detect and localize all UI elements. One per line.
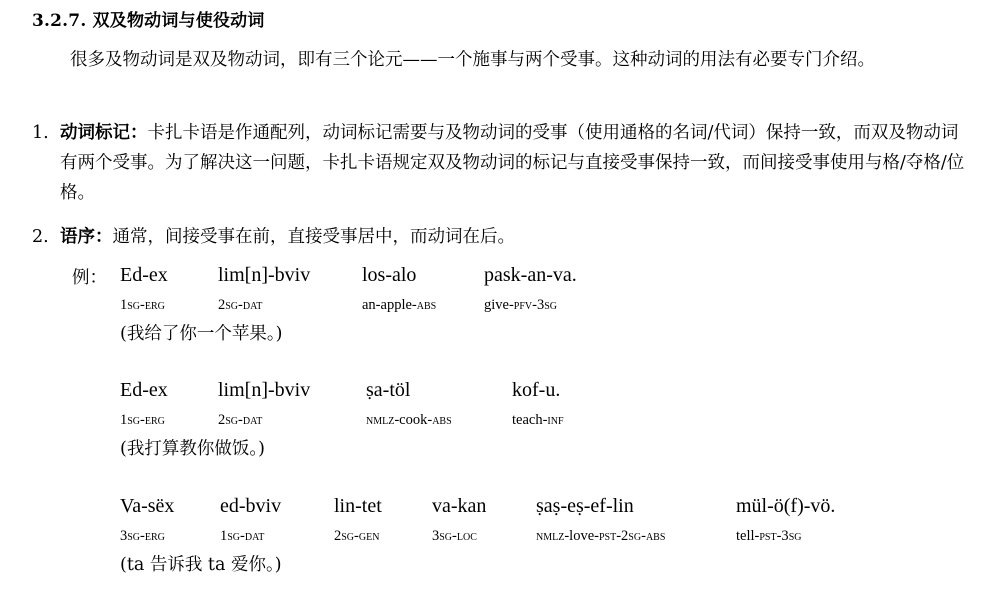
- example-gloss: 3sg-loc: [432, 528, 477, 544]
- example-gloss: give-pfv-3sg: [484, 297, 558, 313]
- example-gloss: nmlz-love-pst-2sg-abs: [536, 528, 666, 544]
- example-glosses: [120, 528, 970, 552]
- example-words: [120, 264, 970, 288]
- example-word: pask-an-va.: [484, 264, 577, 286]
- list-item-term: 语序：: [60, 227, 113, 247]
- example-glosses: [120, 412, 970, 436]
- example-gloss: nmlz-cook-abs: [366, 412, 452, 428]
- example-gloss: teach-inf: [512, 412, 564, 428]
- example-gloss: 2sg-gen: [334, 528, 380, 544]
- example-word: ed-bviv: [220, 495, 282, 517]
- list-item-2: [32, 222, 967, 252]
- example-gloss: 1sg-erg: [120, 412, 165, 428]
- example-gloss: an-apple-abs: [362, 297, 437, 313]
- section-heading: 3.2.7. 双及物动词与使役动词: [32, 11, 265, 31]
- list-number: 2.: [32, 227, 49, 247]
- example-gloss: 2sg-dat: [218, 297, 263, 313]
- example-word: mül-ö(f)-vö.: [736, 495, 836, 517]
- example-word: lim[n]-bviv: [218, 379, 311, 401]
- example-word: Ed-ex: [120, 379, 168, 401]
- example-label: 例：: [72, 268, 107, 288]
- list-item-body: [60, 222, 967, 252]
- example-words: [120, 379, 970, 403]
- example-translation: (ta 告诉我 ta 爱你。): [120, 555, 282, 575]
- list-item-text: 卡扎卡语是作通配列，动词标记需要与及物动词的受事（使用通格的名词/代词）保持一致，而双及物动词有两个受事。为了解决这一问题，卡扎卡语规定双及物动词的标记与直接受事保持一致，而间接受事使用与格/夺格/位格。: [60, 123, 965, 203]
- example-word: Va-sëx: [120, 495, 175, 517]
- example-gloss: 3sg-erg: [120, 528, 165, 544]
- example-word: va-kan: [432, 495, 487, 517]
- example-words: [120, 495, 970, 519]
- list-item-term: 动词标记：: [60, 123, 148, 143]
- example-translation: (我给了你一个苹果。): [120, 324, 283, 344]
- example-translation: (我打算教你做饭。): [120, 439, 265, 459]
- example-glosses: [120, 297, 970, 321]
- example-gloss: 1sg-dat: [220, 528, 265, 544]
- intro-paragraph: [32, 46, 962, 75]
- example-word: ṣaṣ-eṣ-ef-lin: [536, 495, 634, 517]
- example-word: kof-u.: [512, 379, 561, 401]
- example-gloss: 2sg-dat: [218, 412, 263, 428]
- example-gloss: tell-pst-3sg: [736, 528, 802, 544]
- example-word: ṣa-töl: [366, 379, 411, 401]
- list-item-body: [60, 118, 967, 208]
- list-number: 1.: [32, 123, 49, 143]
- list-item-text: 通常，间接受事在前，直接受事居中，而动词在后。: [112, 227, 515, 247]
- example-gloss: 1sg-erg: [120, 297, 165, 313]
- example-word: lin-tet: [334, 495, 382, 517]
- example-word: Ed-ex: [120, 264, 168, 286]
- example-word: lim[n]-bviv: [218, 264, 311, 286]
- intro-text: 很多及物动词是双及物动词，即有三个论元——一个施事与两个受事。这种动词的用法有必要专门介绍。: [70, 50, 875, 70]
- list-item-1: [32, 118, 967, 208]
- example-word: los-alo: [362, 264, 417, 286]
